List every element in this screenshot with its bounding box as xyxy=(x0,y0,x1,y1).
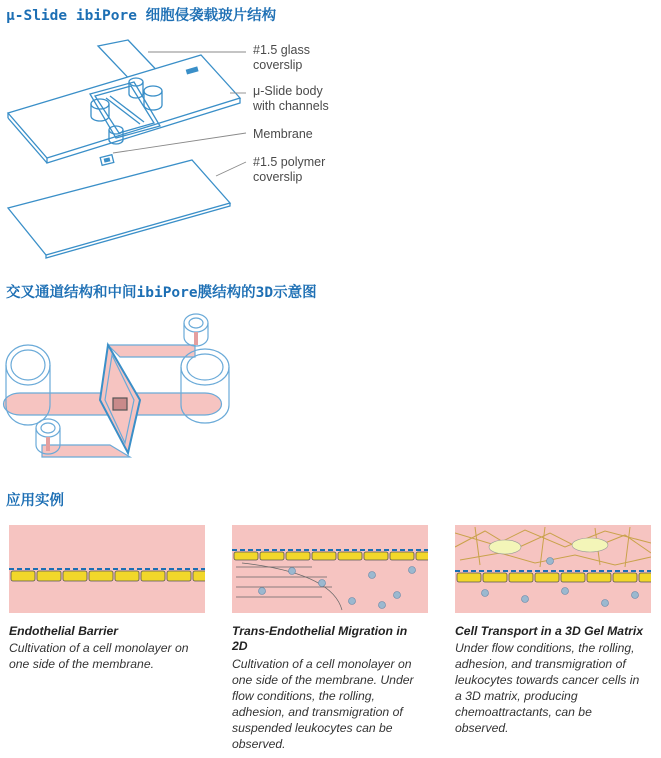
caption-title-trans-endothelial-migration: Trans-Endothelial Migration in 2D xyxy=(232,624,408,653)
caption-text-trans-endothelial-migration: Cultivation of a cell monolayer on one side of the membrane. Under flow conditions, the rolling, adhesion, and transmigration of suspended leukocytes can be observed. xyxy=(232,657,414,751)
caption-title-cell-transport-3d-gel: Cell Transport in a 3D Gel Matrix xyxy=(455,624,644,638)
caption-text-endothelial-barrier: Cultivation of a cell monolayer on one side of the membrane. xyxy=(9,641,189,671)
label-slide-body: μ-Slide body with channels xyxy=(253,84,329,113)
section-title-applications: 应用实例 xyxy=(6,493,64,509)
label-glass-coverslip: #1.5 glass coverslip xyxy=(253,43,310,72)
exploded-slide-diagram xyxy=(0,0,661,270)
channel-3d-schematic xyxy=(0,305,661,465)
caption-text-cell-transport-3d-gel: Under flow conditions, the rolling, adhesion, and transmigration of leukocytes towards cancer cells in a 3D matrix, producing chemoattractants, can be observed. xyxy=(455,641,640,735)
label-polymer-coverslip: #1.5 polymer coverslip xyxy=(253,155,326,184)
panel-cell-transport-3d-gel xyxy=(455,525,651,613)
section-title-structure: μ-Slide ibiPore 细胞侵袭载玻片结构 xyxy=(6,8,277,24)
panel-endothelial-barrier xyxy=(9,525,205,613)
polymer-coverslip xyxy=(8,160,230,255)
caption-title-endothelial-barrier: Endothelial Barrier xyxy=(9,624,119,638)
panel-trans-endothelial-migration xyxy=(232,525,428,613)
section-title-3d-schematic: 交叉通道结构和中间ibiPore膜结构的3D示意图 xyxy=(6,285,317,301)
label-membrane: Membrane xyxy=(253,127,313,141)
